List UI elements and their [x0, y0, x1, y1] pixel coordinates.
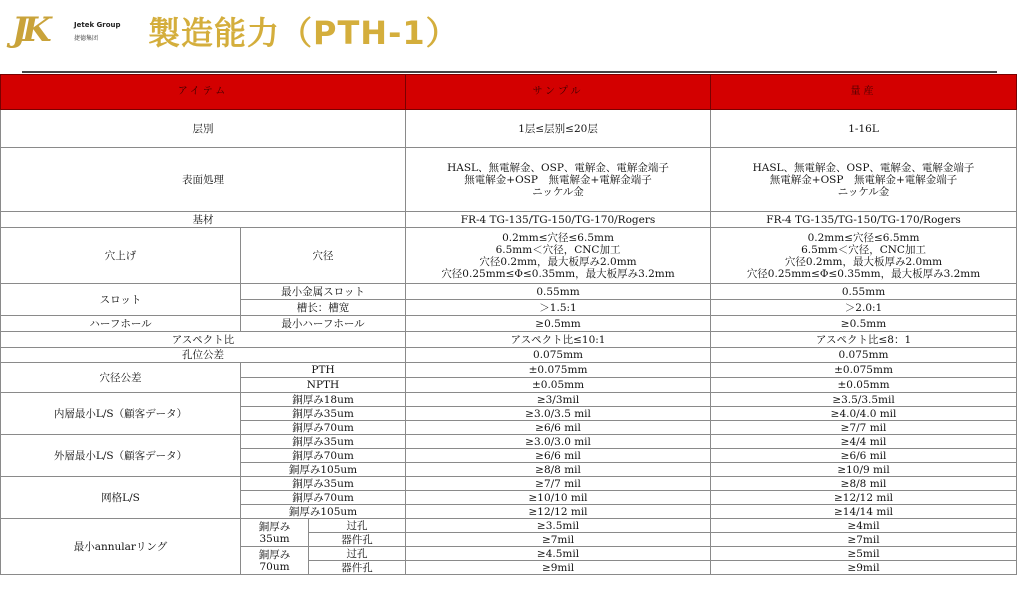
- row-sublabel: NPTH: [241, 378, 406, 393]
- cell-mass: ≥0.5mm: [711, 316, 1017, 332]
- table-row: [1, 393, 1017, 407]
- row-sublabel: 过孔: [309, 547, 406, 561]
- cell-mass: [711, 228, 1017, 284]
- table-row: [1, 348, 1017, 363]
- cell-line: 銅厚み: [258, 548, 291, 561]
- cell-sample: [406, 228, 711, 284]
- row-sublabel: 銅厚み18um: [241, 393, 406, 407]
- row-sublabel: 銅厚み70um: [241, 491, 406, 505]
- row-label: アスペクト比: [1, 332, 406, 348]
- cell-sample: 0.075mm: [406, 348, 711, 363]
- cell-sample: ±0.05mm: [406, 378, 711, 393]
- table-row: [1, 110, 1017, 148]
- cell-mass: ≥12/12 mil: [711, 491, 1017, 505]
- cell-mass: ≥14/14 mil: [711, 505, 1017, 519]
- table-row: [1, 435, 1017, 449]
- cell-sample: ≥3.0/3.0 mil: [406, 435, 711, 449]
- row-sublabel: 銅厚み70um: [241, 449, 406, 463]
- row-sublabel: 銅厚み105um: [241, 505, 406, 519]
- cell-line: 穴径0.2mm，最大板厚み2.0mm: [479, 255, 637, 268]
- logo-name-en: Jetek Group: [74, 21, 121, 29]
- cell-sample: 1层≤层别≤20层: [406, 110, 711, 148]
- cell-mass: アスペクト比≤8：1: [711, 332, 1017, 348]
- row-sublabel: PTH: [241, 363, 406, 378]
- cell-line: 0.2mm≤穴径≤6.5mm: [807, 231, 920, 244]
- row-sublabel: 銅厚み35um: [241, 407, 406, 421]
- table-row: [1, 284, 1017, 300]
- cell-sample: ≥8/8 mil: [406, 463, 711, 477]
- row-label: 孔位公差: [1, 348, 406, 363]
- cell-mass: FR-4 TG-135/TG-150/TG-170/Rogers: [711, 212, 1017, 228]
- table-row: [1, 228, 1017, 284]
- row-label: 最小annularリング: [1, 519, 241, 575]
- row-sublabel: 銅厚み70um: [241, 421, 406, 435]
- cell-line: 穴径0.25mm≤Φ≤0.35mm，最大板厚み3.2mm: [441, 267, 675, 280]
- cell-sample: ≥3.5mil: [406, 519, 711, 533]
- table-row: [1, 316, 1017, 332]
- cell-sample: ≥6/6 mil: [406, 449, 711, 463]
- ring-copper-label: [241, 519, 309, 547]
- cell-sample: ±0.075mm: [406, 363, 711, 378]
- cell-sample: ≥9mil: [406, 561, 711, 575]
- table-row: [1, 519, 1017, 533]
- row-label: 内層最小L/S（顧客データ）: [1, 393, 241, 435]
- header-item: アイテム: [1, 75, 406, 110]
- row-label: 网格L/S: [1, 477, 241, 519]
- cell-mass: ≥4/4 mil: [711, 435, 1017, 449]
- row-sublabel: 过孔: [309, 519, 406, 533]
- cell-mass: ≥10/9 mil: [711, 463, 1017, 477]
- cell-line: HASL、無電解金、OSP、電解金、電解金端子: [752, 161, 975, 174]
- cell-sample: [406, 148, 711, 212]
- row-label: 表面処理: [1, 148, 406, 212]
- logo-mark: JK: [12, 10, 46, 50]
- row-label: 基材: [1, 212, 406, 228]
- table-row: [1, 148, 1017, 212]
- cell-line: 穴径0.25mm≤Φ≤0.35mm，最大板厚み3.2mm: [746, 267, 981, 280]
- cell-line: ニッケル金: [532, 185, 584, 198]
- cell-sample: ≥0.5mm: [406, 316, 711, 332]
- cell-sample: ≥10/10 mil: [406, 491, 711, 505]
- cell-mass: ≥8/8 mil: [711, 477, 1017, 491]
- table-header-row: [1, 75, 1017, 110]
- cell-mass: ≥3.5/3.5mil: [711, 393, 1017, 407]
- cell-sample: FR-4 TG-135/TG-150/TG-170/Rogers: [406, 212, 711, 228]
- cell-mass: 1-16L: [711, 110, 1017, 148]
- row-sublabel: 器件孔: [309, 533, 406, 547]
- cell-sample: ≥3/3mil: [406, 393, 711, 407]
- header-sample: サンプル: [406, 75, 711, 110]
- cell-sample: ≥7/7 mil: [406, 477, 711, 491]
- row-label: 层別: [1, 110, 406, 148]
- row-sublabel: 銅厚み35um: [241, 435, 406, 449]
- page-header: [0, 0, 1024, 70]
- cell-sample: ≥3.0/3.5 mil: [406, 407, 711, 421]
- cell-mass: ≥7mil: [711, 533, 1017, 547]
- row-sublabel: 穴径: [241, 228, 406, 284]
- row-label: 外層最小L/S（顧客データ）: [1, 435, 241, 477]
- cell-line: 無電解金+OSP 無電解金+電解金端子: [769, 173, 958, 186]
- cell-line: 6.5mm＜穴径，CNC加工: [801, 243, 926, 256]
- page-title: 製造能力（PTH-1）: [148, 14, 459, 52]
- cell-mass: ±0.075mm: [711, 363, 1017, 378]
- cell-mass: 0.075mm: [711, 348, 1017, 363]
- row-sublabel: 銅厚み35um: [241, 477, 406, 491]
- header-divider: [22, 71, 997, 73]
- cell-mass: [711, 148, 1017, 212]
- cell-line: ニッケル金: [837, 185, 890, 198]
- cell-sample: ≥7mil: [406, 533, 711, 547]
- cell-mass: ≥4.0/4.0 mil: [711, 407, 1017, 421]
- table-row: [1, 212, 1017, 228]
- cell-line: 無電解金+OSP 無電解金+電解金端子: [464, 173, 652, 186]
- table-row: [1, 363, 1017, 378]
- cell-mass: ±0.05mm: [711, 378, 1017, 393]
- row-sublabel: 銅厚み105um: [241, 463, 406, 477]
- cell-mass: 0.55mm: [711, 284, 1017, 300]
- row-label: 穴径公差: [1, 363, 241, 393]
- cell-mass: ＞2.0:1: [711, 300, 1017, 316]
- row-sublabel: 最小ハーフホール: [241, 316, 406, 332]
- cell-sample: アスペクト比≤10:1: [406, 332, 711, 348]
- row-label: スロット: [1, 284, 241, 316]
- cell-line: 6.5mm＜穴径，CNC加工: [495, 243, 621, 256]
- cell-line: 銅厚み: [258, 520, 291, 533]
- cell-line: 70um: [259, 560, 290, 573]
- cell-line: 0.2mm≤穴径≤6.5mm: [502, 231, 614, 244]
- cell-sample: ＞1.5:1: [406, 300, 711, 316]
- cell-line: 穴径0.2mm，最大板厚み2.0mm: [784, 255, 943, 268]
- row-sublabel: 器件孔: [309, 561, 406, 575]
- cell-mass: ≥4mil: [711, 519, 1017, 533]
- company-logo: [12, 10, 127, 50]
- row-label: ハーフホール: [1, 316, 241, 332]
- capability-table: [0, 74, 1017, 575]
- cell-sample: ≥12/12 mil: [406, 505, 711, 519]
- header-mass: 量産: [711, 75, 1017, 110]
- cell-mass: ≥9mil: [711, 561, 1017, 575]
- cell-mass: ≥7/7 mil: [711, 421, 1017, 435]
- table-row: [1, 477, 1017, 491]
- cell-sample: ≥6/6 mil: [406, 421, 711, 435]
- row-label: 穴上げ: [1, 228, 241, 284]
- row-sublabel: 槽长：槽宽: [241, 300, 406, 316]
- logo-name-cn: 捷德集团: [74, 35, 99, 42]
- cell-line: 35um: [259, 532, 290, 545]
- cell-line: HASL、無電解金、OSP、電解金、電解金端子: [447, 161, 669, 174]
- table-row: [1, 332, 1017, 348]
- cell-sample: 0.55mm: [406, 284, 711, 300]
- cell-mass: ≥5mil: [711, 547, 1017, 561]
- ring-copper-label: [241, 547, 309, 575]
- cell-mass: ≥6/6 mil: [711, 449, 1017, 463]
- row-sublabel: 最小金属スロット: [241, 284, 406, 300]
- cell-sample: ≥4.5mil: [406, 547, 711, 561]
